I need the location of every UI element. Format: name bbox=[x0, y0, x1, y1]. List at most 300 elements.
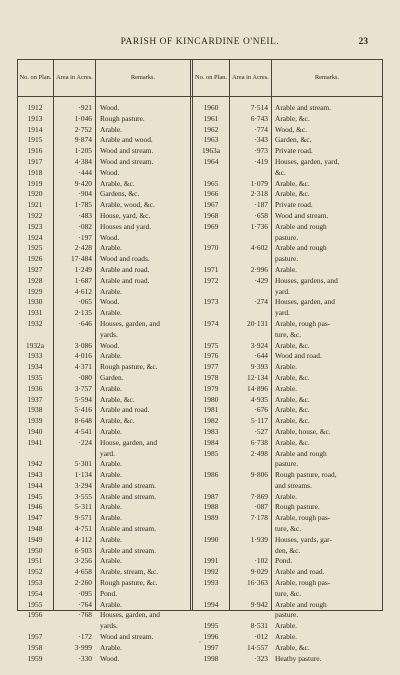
plan-number-2-cell: 1961 bbox=[203, 113, 219, 123]
table-row bbox=[18, 135, 382, 146]
remarks-cell: Arable. bbox=[100, 426, 122, 436]
plan-number-2-cell: 1963a bbox=[201, 146, 221, 156]
remarks-cell: Wood and stream. bbox=[100, 632, 154, 642]
area-acres-2-cell: 6·743 bbox=[250, 113, 268, 123]
table-row bbox=[18, 373, 382, 384]
remarks-cell: Arable. bbox=[100, 502, 122, 512]
table-row bbox=[18, 610, 382, 621]
plan-number-cell: 1932 bbox=[27, 318, 43, 328]
plan-number-2-cell: 1982 bbox=[203, 416, 219, 426]
remarks-cell: Arable, &c. bbox=[100, 178, 135, 188]
remarks-cell: Wood and stream. bbox=[100, 156, 154, 166]
table-row bbox=[18, 600, 382, 611]
plan-number-cell: 1922 bbox=[27, 210, 43, 220]
table-row bbox=[18, 395, 382, 406]
remarks-2-cell: Wood and road. bbox=[275, 351, 322, 361]
remarks-cell: Gardens, &c. bbox=[100, 189, 140, 199]
plan-number-cell: 1917 bbox=[27, 156, 43, 166]
remarks-cell: Houses, garden, and bbox=[100, 610, 160, 620]
area-acres-2-cell: ·187 bbox=[254, 200, 268, 210]
plan-number-cell: 1920 bbox=[27, 189, 43, 199]
plan-number-cell: 1934 bbox=[27, 362, 43, 372]
header-remarks-2: Remarks. bbox=[314, 74, 340, 82]
plan-number-cell: 1926 bbox=[27, 254, 43, 264]
area-acres-2-cell: 2·318 bbox=[250, 189, 268, 199]
remarks-cell: Arable. bbox=[100, 534, 122, 544]
area-acres-2-cell: 14·896 bbox=[247, 383, 268, 393]
remarks-cell: Arable, &c. bbox=[100, 416, 135, 426]
plan-number-cell: 1946 bbox=[27, 502, 43, 512]
table-row bbox=[18, 189, 382, 200]
remarks-cell: Wood. bbox=[100, 653, 120, 663]
table-row bbox=[18, 524, 382, 535]
table-body bbox=[18, 103, 382, 664]
remarks-cell: House, garden, and bbox=[100, 437, 158, 447]
remarks-cell: Arable and stream. bbox=[100, 480, 157, 490]
plan-number-cell: 1933 bbox=[27, 351, 43, 361]
area-acres-cell: ·483 bbox=[78, 210, 92, 220]
table-row bbox=[18, 470, 382, 481]
area-acres-cell: 2·428 bbox=[74, 243, 92, 253]
running-head bbox=[0, 36, 400, 48]
area-acres-2-cell: ·774 bbox=[254, 124, 268, 134]
plan-number-2-cell: 1975 bbox=[203, 340, 219, 350]
remarks-2-cell: Arable. bbox=[275, 632, 297, 642]
remarks-cell: Rough pasture, &c. bbox=[100, 362, 158, 372]
area-acres-cell: ·904 bbox=[78, 189, 92, 199]
table-row bbox=[18, 405, 382, 416]
plan-number-2-cell: 1963 bbox=[203, 135, 219, 145]
area-acres-cell: ·921 bbox=[78, 103, 92, 112]
plan-number-cell: 1914 bbox=[27, 124, 43, 134]
remarks-2-cell: Arable, &c. bbox=[275, 437, 310, 447]
remarks-2-cell: Arable, &c. bbox=[275, 394, 310, 404]
plan-number-cell: 1927 bbox=[27, 264, 43, 274]
remarks-cell: Rough pasture. bbox=[100, 113, 145, 123]
plan-number-cell: 1912 bbox=[27, 103, 43, 112]
area-acres-2-cell: ·644 bbox=[254, 351, 268, 361]
plan-number-cell: 1950 bbox=[27, 545, 43, 555]
area-acres-cell: 4·658 bbox=[74, 567, 92, 577]
remarks-2-cell: &c. bbox=[275, 167, 286, 177]
plan-number-2-cell: 1980 bbox=[203, 394, 219, 404]
plan-number-2-cell: 1984 bbox=[203, 437, 219, 447]
remarks-2-cell: Arable, &c. bbox=[275, 642, 310, 652]
plan-number-cell: 1935 bbox=[27, 372, 43, 382]
plan-number-2-cell: 1991 bbox=[203, 556, 219, 566]
remarks-2-cell: pasture. bbox=[275, 232, 299, 242]
plan-number-cell: 1930 bbox=[27, 297, 43, 307]
plan-number-2-cell: 1974 bbox=[203, 318, 219, 328]
header-area-in-acres: Area in Acres. bbox=[56, 74, 93, 82]
remarks-cell: Arable. bbox=[100, 243, 122, 253]
remarks-2-cell: den, &c. bbox=[275, 545, 301, 555]
area-acres-2-cell: ·429 bbox=[254, 275, 268, 285]
plan-number-cell: 1915 bbox=[27, 135, 43, 145]
area-acres-cell: 1·249 bbox=[74, 264, 92, 274]
remarks-2-cell: Private road. bbox=[275, 146, 313, 156]
area-acres-2-cell: ·343 bbox=[254, 135, 268, 145]
remarks-2-cell: Arable, &c. bbox=[275, 405, 310, 415]
table-row bbox=[18, 351, 382, 362]
area-acres-2-cell: 9·806 bbox=[250, 470, 268, 480]
area-acres-2-cell: 1·079 bbox=[250, 178, 268, 188]
plan-number-cell: 1943 bbox=[27, 470, 43, 480]
remarks-2-cell: Arable, &c. bbox=[275, 189, 310, 199]
remarks-2-cell: Rough pasture. bbox=[275, 502, 320, 512]
area-acres-cell: 4·371 bbox=[74, 362, 92, 372]
plan-number-cell: 1952 bbox=[27, 567, 43, 577]
remarks-2-cell: Private road. bbox=[275, 200, 313, 210]
area-acres-2-cell: 7·514 bbox=[250, 103, 268, 112]
table-row bbox=[18, 276, 382, 287]
remarks-2-cell: Arable. bbox=[275, 264, 297, 274]
plan-number-2-cell: 1976 bbox=[203, 351, 219, 361]
plan-number-cell: 1951 bbox=[27, 556, 43, 566]
plan-number-2-cell: 1995 bbox=[203, 621, 219, 631]
table-row bbox=[18, 114, 382, 125]
area-acres-cell: ·444 bbox=[78, 167, 92, 177]
remarks-2-cell: Arable. bbox=[275, 621, 297, 631]
area-acres-cell: 3·555 bbox=[74, 491, 92, 501]
area-acres-2-cell: ·087 bbox=[254, 502, 268, 512]
remarks-2-cell: Houses, garden, yard, bbox=[275, 156, 340, 166]
table-row bbox=[18, 233, 382, 244]
remarks-cell: Rough pasture, &c. bbox=[100, 578, 158, 588]
remarks-cell: Arable and road. bbox=[100, 264, 150, 274]
plan-number-cell: 1918 bbox=[27, 167, 43, 177]
table-row bbox=[18, 200, 382, 211]
remarks-2-cell: Wood and stream. bbox=[275, 210, 329, 220]
remarks-2-cell: Pond. bbox=[275, 556, 293, 566]
plan-number-2-cell: 1966 bbox=[203, 189, 219, 199]
remarks-2-cell: ture, &c. bbox=[275, 329, 302, 339]
area-acres-2-cell: ·419 bbox=[254, 156, 268, 166]
remarks-2-cell: Arable and rough bbox=[275, 448, 327, 458]
plan-number-cell: 1947 bbox=[27, 513, 43, 523]
remarks-cell: Arable. bbox=[100, 286, 122, 296]
remarks-cell: Wood. bbox=[100, 103, 120, 112]
table-row bbox=[18, 535, 382, 546]
remarks-2-cell: ture, &c. bbox=[275, 524, 302, 534]
remarks-2-cell: Arable and rough bbox=[275, 243, 327, 253]
area-acres-2-cell: 2·498 bbox=[250, 448, 268, 458]
remarks-cell: Arable, &c. bbox=[100, 394, 135, 404]
remarks-cell: Arable. bbox=[100, 459, 122, 469]
table-row bbox=[18, 146, 382, 157]
plan-number-cell: 1948 bbox=[27, 524, 43, 534]
plan-number-2-cell: 1992 bbox=[203, 567, 219, 577]
header-area-in-acres-2: Area in Acres. bbox=[232, 74, 269, 82]
area-acres-cell: 2·260 bbox=[74, 578, 92, 588]
remarks-cell: Arable. bbox=[100, 308, 122, 318]
table-row bbox=[18, 578, 382, 589]
area-acres-cell: ·197 bbox=[78, 232, 92, 242]
remarks-cell: Arable, stream, &c. bbox=[100, 567, 159, 577]
plan-number-cell: 1919 bbox=[27, 178, 43, 188]
plan-number-cell: 1938 bbox=[27, 405, 43, 415]
plan-number-cell: 1959 bbox=[27, 653, 43, 663]
area-acres-cell: 4·112 bbox=[75, 534, 92, 544]
area-acres-2-cell: 12·134 bbox=[247, 372, 268, 382]
plan-number-2-cell: 1970 bbox=[203, 243, 219, 253]
area-acres-2-cell: 8·531 bbox=[250, 621, 268, 631]
table-row bbox=[18, 513, 382, 524]
area-acres-2-cell: 1·736 bbox=[250, 221, 268, 231]
table-row bbox=[18, 330, 382, 341]
plan-number-2-cell: 1983 bbox=[203, 426, 219, 436]
remarks-cell: Arable. bbox=[100, 351, 122, 361]
table-row bbox=[18, 103, 382, 114]
table-row bbox=[18, 546, 382, 557]
remarks-cell: Houses and yard. bbox=[100, 221, 152, 231]
area-acres-cell: 5·301 bbox=[74, 459, 92, 469]
area-acres-2-cell: ·676 bbox=[254, 405, 268, 415]
area-acres-2-cell: ·973 bbox=[254, 146, 268, 156]
page-number: 23 bbox=[358, 37, 368, 47]
plan-number-cell: 1937 bbox=[27, 394, 43, 404]
remarks-2-cell: Houses, yards, gar- bbox=[275, 534, 332, 544]
remarks-2-cell: Arable, rough pas- bbox=[275, 318, 331, 328]
plan-number-cell: 1944 bbox=[27, 480, 43, 490]
plan-number-cell: 1940 bbox=[27, 426, 43, 436]
plan-number-2-cell: 1981 bbox=[203, 405, 219, 415]
plan-number-2-cell: 1962 bbox=[203, 124, 219, 134]
table-row bbox=[18, 481, 382, 492]
area-acres-2-cell: 1·939 bbox=[250, 534, 268, 544]
table-row bbox=[18, 567, 382, 578]
plan-number-cell: 1956 bbox=[27, 610, 43, 620]
area-acres-cell: ·768 bbox=[78, 610, 92, 620]
table-row bbox=[18, 416, 382, 427]
area-acres-cell: 9·571 bbox=[74, 513, 92, 523]
area-acres-cell: 5·311 bbox=[75, 502, 92, 512]
remarks-2-cell: Arable. bbox=[275, 491, 297, 501]
remarks-2-cell: Arable, &c. bbox=[275, 113, 310, 123]
plan-number-cell: 1955 bbox=[27, 599, 43, 609]
table-row bbox=[18, 449, 382, 460]
remarks-cell: House, yard, &c. bbox=[100, 210, 151, 220]
remarks-cell: Arable. bbox=[100, 642, 122, 652]
area-acres-2-cell: 16·363 bbox=[247, 578, 268, 588]
remarks-cell: Arable. bbox=[100, 513, 122, 523]
remarks-cell: Wood and roads. bbox=[100, 254, 150, 264]
plan-number-cell: 1932a bbox=[25, 340, 45, 350]
remarks-2-cell: Arable and rough bbox=[275, 221, 327, 231]
area-acres-2-cell: 7·178 bbox=[250, 513, 268, 523]
page-fold-mark: ˇ bbox=[198, 640, 202, 649]
remarks-2-cell: Arable, house, &c. bbox=[275, 426, 331, 436]
area-acres-cell: ·095 bbox=[78, 588, 92, 598]
plan-number-cell: 1958 bbox=[27, 642, 43, 652]
plan-number-2-cell: 1979 bbox=[203, 383, 219, 393]
remarks-2-cell: pasture. bbox=[275, 459, 299, 469]
remarks-2-cell: Arable, &c. bbox=[275, 372, 310, 382]
table-row bbox=[18, 621, 382, 632]
table-row bbox=[18, 427, 382, 438]
header-remarks: Remarks. bbox=[130, 74, 156, 82]
plan-number-cell: 1941 bbox=[27, 437, 43, 447]
remarks-2-cell: ture, &c. bbox=[275, 588, 302, 598]
area-acres-cell: 3·757 bbox=[74, 383, 92, 393]
remarks-2-cell: Arable, &c. bbox=[275, 178, 310, 188]
remarks-cell: yards. bbox=[100, 329, 118, 339]
area-acres-2-cell: 14·557 bbox=[247, 642, 268, 652]
area-acres-2-cell: 4·935 bbox=[250, 394, 268, 404]
table-row bbox=[18, 297, 382, 308]
plan-number-cell: 1939 bbox=[27, 416, 43, 426]
area-acres-cell: 1·785 bbox=[74, 200, 92, 210]
remarks-2-cell: Wood, &c. bbox=[275, 124, 308, 134]
remarks-cell: Houses, garden, and bbox=[100, 318, 160, 328]
plan-number-cell: 1913 bbox=[27, 113, 43, 123]
plan-number-2-cell: 1978 bbox=[203, 372, 219, 382]
remarks-2-cell: pasture. bbox=[275, 610, 299, 620]
remarks-cell: yard. bbox=[100, 448, 115, 458]
area-acres-cell: 1·134 bbox=[74, 470, 92, 480]
remarks-cell: Arable. bbox=[100, 383, 122, 393]
plan-number-cell: 1921 bbox=[27, 200, 43, 210]
remarks-2-cell: Arable. bbox=[275, 383, 297, 393]
remarks-2-cell: yard. bbox=[275, 308, 290, 318]
area-acres-2-cell: ·274 bbox=[254, 297, 268, 307]
remarks-cell: Arable, wood, &c. bbox=[100, 200, 155, 210]
remarks-2-cell: Arable and rough bbox=[275, 599, 327, 609]
area-acres-cell: 5·416 bbox=[74, 405, 92, 415]
plan-number-2-cell: 1990 bbox=[203, 534, 219, 544]
remarks-cell: Wood and stream. bbox=[100, 146, 154, 156]
remarks-cell: Arable and stream. bbox=[100, 545, 157, 555]
area-acres-2-cell: 3·924 bbox=[250, 340, 268, 350]
area-acres-cell: 1·046 bbox=[74, 113, 92, 123]
table-row bbox=[18, 222, 382, 233]
plan-number-2-cell: 1996 bbox=[203, 632, 219, 642]
area-acres-cell: 3·086 bbox=[74, 340, 92, 350]
plan-number-2-cell: 1960 bbox=[203, 103, 219, 112]
area-acres-2-cell: 7·869 bbox=[250, 491, 268, 501]
table-row bbox=[18, 125, 382, 136]
plan-number-cell: 1953 bbox=[27, 578, 43, 588]
area-acres-2-cell: 4·602 bbox=[250, 243, 268, 253]
table-row bbox=[18, 319, 382, 330]
area-acres-cell: ·082 bbox=[78, 221, 92, 231]
remarks-2-cell: and streams. bbox=[275, 480, 312, 490]
area-acres-2-cell: 9·942 bbox=[250, 599, 268, 609]
plan-number-2-cell: 1993 bbox=[203, 578, 219, 588]
area-acres-cell: ·224 bbox=[78, 437, 92, 447]
plan-number-cell: 1942 bbox=[27, 459, 43, 469]
plan-number-2-cell: 1988 bbox=[203, 502, 219, 512]
remarks-cell: Arable. bbox=[100, 470, 122, 480]
area-acres-cell: 17·484 bbox=[71, 254, 92, 264]
area-acres-cell: 2·135 bbox=[74, 308, 92, 318]
remarks-2-cell: yard. bbox=[275, 286, 290, 296]
area-acres-2-cell: ·102 bbox=[254, 556, 268, 566]
plan-number-2-cell: 1968 bbox=[203, 210, 219, 220]
remarks-cell: Arable and road. bbox=[100, 275, 150, 285]
area-acres-2-cell: ·323 bbox=[254, 653, 268, 663]
plan-number-2-cell: 1998 bbox=[203, 653, 219, 663]
table-row bbox=[18, 362, 382, 373]
remarks-2-cell: Houses, gardens, and bbox=[275, 275, 338, 285]
area-acres-2-cell: 6·738 bbox=[250, 437, 268, 447]
table-header bbox=[18, 60, 382, 97]
plan-number-cell: 1929 bbox=[27, 286, 43, 296]
area-acres-cell: 9·420 bbox=[74, 178, 92, 188]
plan-number-2-cell: 1985 bbox=[203, 448, 219, 458]
area-acres-2-cell: 5·117 bbox=[251, 416, 268, 426]
plan-number-2-cell: 1987 bbox=[203, 491, 219, 501]
area-acres-cell: 4·016 bbox=[74, 351, 92, 361]
plan-number-2-cell: 1964 bbox=[203, 156, 219, 166]
plan-number-cell: 1954 bbox=[27, 588, 43, 598]
remarks-2-cell: Arable, rough pas- bbox=[275, 578, 331, 588]
area-acres-cell: ·172 bbox=[78, 632, 92, 642]
plan-number-2-cell: 1972 bbox=[203, 275, 219, 285]
table-row bbox=[18, 556, 382, 567]
plan-number-2-cell: 1971 bbox=[203, 264, 219, 274]
remarks-2-cell: Houses, garden, and bbox=[275, 297, 335, 307]
remarks-cell: Arable and road. bbox=[100, 405, 150, 415]
remarks-cell: Wood. bbox=[100, 232, 120, 242]
table-row bbox=[18, 179, 382, 190]
remarks-2-cell: Arable, &c. bbox=[275, 416, 310, 426]
plan-number-cell: 1923 bbox=[27, 221, 43, 231]
remarks-cell: Arable. bbox=[100, 599, 122, 609]
remarks-cell: Arable and wood. bbox=[100, 135, 153, 145]
table-row bbox=[18, 211, 382, 222]
remarks-cell: Arable and stream. bbox=[100, 524, 157, 534]
remarks-2-cell: Arable and stream. bbox=[275, 103, 332, 112]
area-acres-cell: ·080 bbox=[78, 372, 92, 382]
area-acres-2-cell: 20·131 bbox=[247, 318, 268, 328]
plan-number-2-cell: 1997 bbox=[203, 642, 219, 652]
area-acres-cell: 3·999 bbox=[74, 642, 92, 652]
remarks-cell: Wood. bbox=[100, 167, 120, 177]
page-title: PARISH OF KINCARDINE O'NEIL. bbox=[120, 37, 280, 47]
remarks-2-cell: Arable and road. bbox=[275, 567, 325, 577]
table-row bbox=[18, 308, 382, 319]
area-acres-2-cell: ·012 bbox=[254, 632, 268, 642]
table-row bbox=[18, 287, 382, 298]
remarks-2-cell: Heathy pasture. bbox=[275, 653, 322, 663]
area-acres-2-cell: 9·029 bbox=[250, 567, 268, 577]
area-acres-cell: ·764 bbox=[78, 599, 92, 609]
area-acres-cell: 4·384 bbox=[74, 156, 92, 166]
table-row bbox=[18, 492, 382, 503]
header-no-on-plan: No. on Plan. bbox=[19, 74, 52, 82]
remarks-cell: yards. bbox=[100, 621, 118, 631]
area-acres-cell: 5·594 bbox=[74, 394, 92, 404]
remarks-2-cell: Arable. bbox=[275, 362, 297, 372]
table-row bbox=[18, 265, 382, 276]
plan-number-2-cell: 1994 bbox=[203, 599, 219, 609]
table-row bbox=[18, 254, 382, 265]
remarks-2-cell: Rough pasture, road, bbox=[275, 470, 337, 480]
plan-number-cell: 1925 bbox=[27, 243, 43, 253]
remarks-cell: Arable. bbox=[100, 556, 122, 566]
area-acres-cell: ·330 bbox=[78, 653, 92, 663]
area-acres-cell: 3·256 bbox=[74, 556, 92, 566]
table-row bbox=[18, 243, 382, 254]
area-acres-2-cell: 2·996 bbox=[250, 264, 268, 274]
plan-number-cell: 1949 bbox=[27, 534, 43, 544]
table-row bbox=[18, 438, 382, 449]
table-row bbox=[18, 168, 382, 179]
plan-number-2-cell: 1969 bbox=[203, 221, 219, 231]
remarks-2-cell: Arable, rough pas- bbox=[275, 513, 331, 523]
remarks-cell: Pond. bbox=[100, 588, 118, 598]
